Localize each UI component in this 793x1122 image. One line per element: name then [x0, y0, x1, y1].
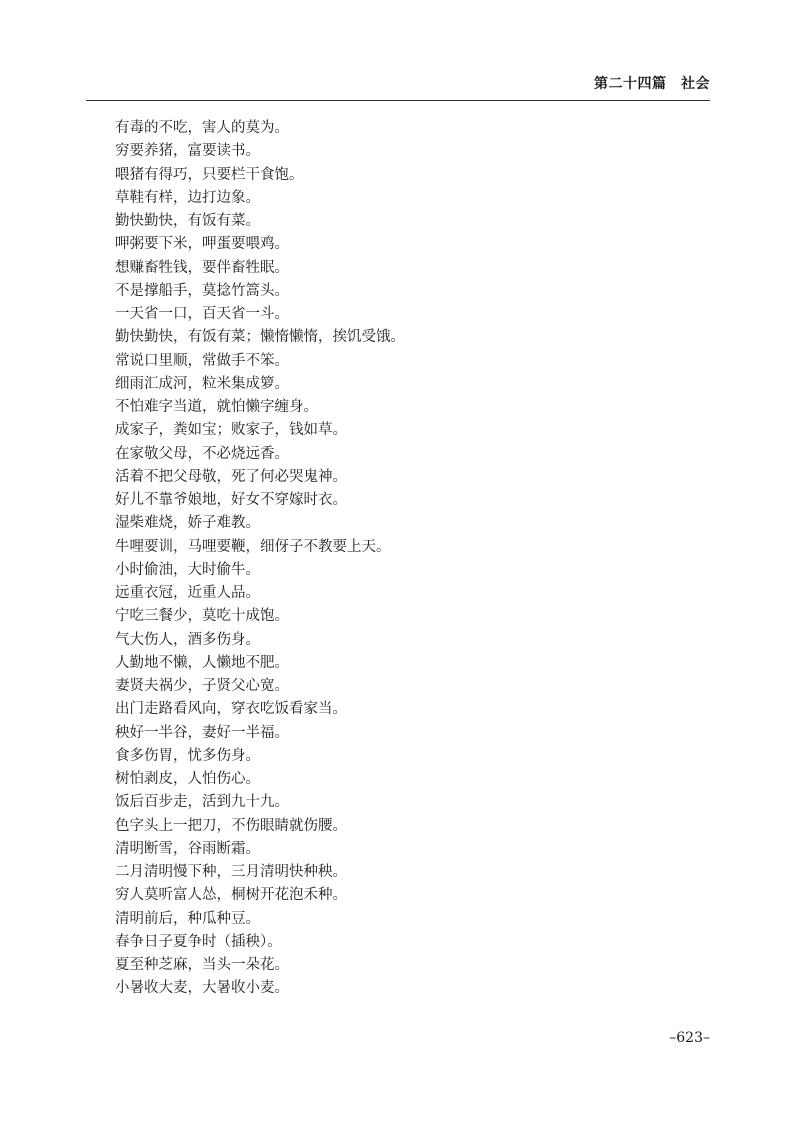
proverb-line: 气大伤人，酒多伤身。	[115, 631, 260, 648]
proverb-line: 夏至种芝麻，当头一朵花。	[115, 957, 289, 973]
proverb-line: 二月清明慢下种，三月清明快种秧。	[115, 864, 347, 880]
proverb-line: 呷粥要下米，呷蛋要喂鸡。	[115, 236, 289, 253]
proverb-line: 牛哩要训，马哩要鞭，细伢子不教要上天。	[115, 538, 391, 555]
proverb-line: 春争日子夏争时（插秧）。	[115, 933, 282, 950]
proverb-line: 树怕剥皮，人怕伤心。	[115, 771, 260, 787]
proverb-line: 清明断雪，谷雨断霜。	[115, 840, 260, 857]
proverb-line: 穷要养猪，富要读书。	[115, 143, 260, 160]
proverb-line: 一天省一口，百天省一斗。	[115, 306, 289, 322]
proverb-line: 细雨汇成河，粒米集成箩。	[115, 375, 289, 392]
proverb-line: 色字头上一把刀，不伤眼睛就伤腰。	[115, 817, 347, 834]
proverb-line: 湿柴难烧，娇子难教。	[115, 515, 260, 532]
proverb-line: 清明前后，种瓜种豆。	[115, 910, 260, 927]
proverb-line: 成家子，粪如宝；败家子，钱如草。	[115, 422, 347, 439]
page-header	[86, 0, 710, 101]
proverb-line: 饭后百步走，活到九十九。	[115, 794, 289, 811]
proverb-line: 小时偷油，大时偷牛。	[115, 561, 260, 578]
proverb-line: 宁吃三餐少，莫吃十成饱。	[115, 608, 289, 625]
proverb-line: 在家敬父母，不必烧远香。	[115, 445, 289, 462]
proverb-line: 喂猪有得巧，只要栏干食饱。	[115, 166, 304, 183]
proverb-line: 出门走路看风向，穿衣吃饭看家当。	[115, 701, 347, 718]
proverb-line: 人勤地不懒，人懒地不肥。	[115, 654, 289, 671]
proverb-line: 不怕难字当道，就怕懒字缠身。	[115, 399, 318, 415]
page-number: –623–	[669, 1030, 710, 1046]
proverb-line: 穷人莫听富人怂，桐树开花泡禾种。	[115, 887, 347, 904]
section-title: 第二十四篇 社会	[594, 76, 710, 92]
proverb-line: 常说口里顺，常做手不笨。	[115, 352, 289, 369]
proverb-line: 妻贤夫祸少，子贤父心宽。	[115, 678, 289, 694]
proverb-line: 勤快勤快，有饭有菜；懒惰懒惰，挨饥受饿。	[115, 329, 405, 346]
proverb-line: 好儿不靠爷娘地，好女不穿嫁时衣。	[115, 492, 347, 508]
proverb-line: 小暑收大麦，大暑收小麦。	[115, 980, 289, 997]
proverb-line: 草鞋有样，边打边象。	[115, 189, 260, 206]
proverb-line: 不是撑船手，莫捻竹篙头。	[115, 282, 289, 299]
proverb-list	[115, 117, 715, 1001]
proverb-line: 勤快勤快，有饭有菜。	[115, 213, 260, 229]
proverb-line: 活着不把父母敬，死了何必哭鬼神。	[115, 468, 347, 485]
proverb-line: 想赚畜牲钱，要伴畜牲眠。	[115, 259, 289, 276]
proverb-line: 食多伤胃，忧多伤身。	[115, 747, 260, 764]
proverb-line: 有毒的不吃，害人的莫为。	[115, 120, 289, 136]
proverb-line: 远重衣冠，近重人品。	[115, 585, 260, 601]
proverb-line: 秧好一半谷，妻好一半福。	[115, 724, 289, 741]
